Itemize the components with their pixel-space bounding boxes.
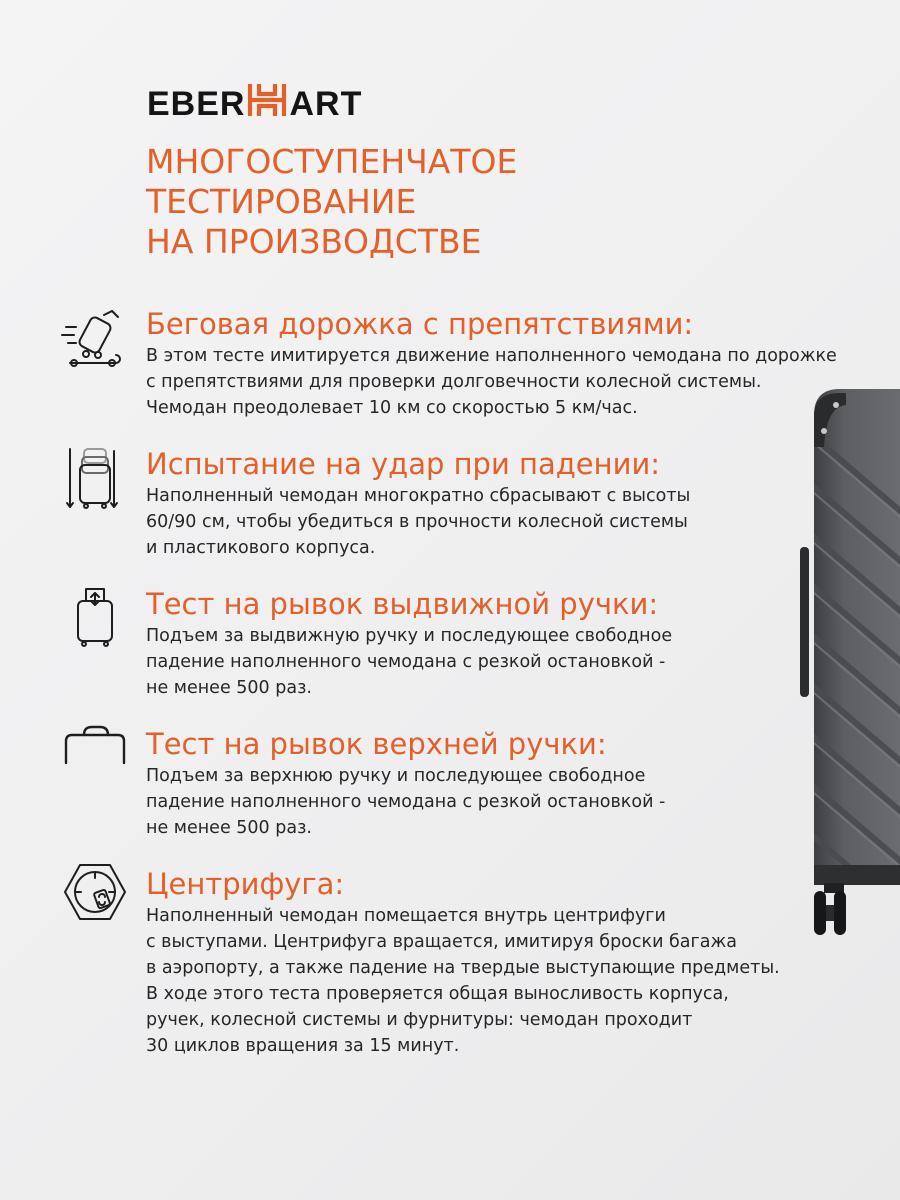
description-line: в аэропорту, а также падение на твердые выступающие предметы. [146,958,780,978]
test-description [146,623,672,701]
test-description [146,343,837,421]
description-line: 60/90 см, чтобы убедиться в прочности колесной системы [146,512,688,532]
drop-test-suitcase-icon [60,445,130,515]
top-handle-icon [60,723,130,793]
suitcase-photo [800,385,900,945]
test-title: Центрифуга: [146,867,345,901]
headline-line: ТЕСТИРОВАНИЕ [146,182,417,221]
test-description [146,483,690,561]
description-line: 30 циклов вращения за 15 минут. [146,1036,460,1056]
page-headline [146,142,746,262]
test-title: Беговая дорожка с препятствиями: [146,307,694,341]
description-line: с препятствиями для проверки долговечности колесной системы. [146,372,762,392]
description-line: Наполненный чемодан помещается внутрь центрифуги [146,906,666,926]
headline-line: МНОГОСТУПЕНЧАТОЕ [146,142,518,181]
test-description [146,763,665,841]
test-title: Тест на рывок выдвижной ручки: [146,587,659,621]
logo-h-mark-icon [247,82,287,127]
description-line: Подъем за выдвижную ручку и последующее свободное [146,626,673,646]
logo-text-left: EBER [147,84,246,123]
test-title: Испытание на удар при падении: [146,447,661,481]
telescopic-handle-icon [60,583,130,653]
headline-line: НА ПРОИЗВОДСТВЕ [146,222,482,261]
logo-text-right: ART [289,84,363,123]
description-line: не менее 500 раз. [146,818,312,838]
description-line: падение наполненного чемодана с резкой остановкой - [146,792,666,812]
description-line: Подъем за верхнюю ручку и последующее свободное [146,766,646,786]
description-line: падение наполненного чемодана с резкой остановкой - [146,652,666,672]
test-title: Тест на рывок верхней ручки: [146,727,607,761]
treadmill-suitcase-icon [60,307,130,377]
description-line: не менее 500 раз. [146,678,312,698]
description-line: Наполненный чемодан многократно сбрасывают с высоты [146,486,691,506]
description-line: и пластикового корпуса. [146,538,376,558]
test-description [146,903,780,1059]
description-line: Чемодан преодолевает 10 км со скоростью 5 км/час. [146,398,638,418]
description-line: ручек, колесной системы и фурнитуры: чемодан проходит [146,1010,693,1030]
description-line: В ходе этого теста проверяется общая выносливость корпуса, [146,984,729,1004]
brand-logo [147,84,362,124]
description-line: В этом тесте имитируется движение наполненного чемодана по дорожке [146,346,837,366]
centrifuge-icon [60,859,130,929]
description-line: с выступами. Центрифуга вращается, имитируя броски багажа [146,932,737,952]
